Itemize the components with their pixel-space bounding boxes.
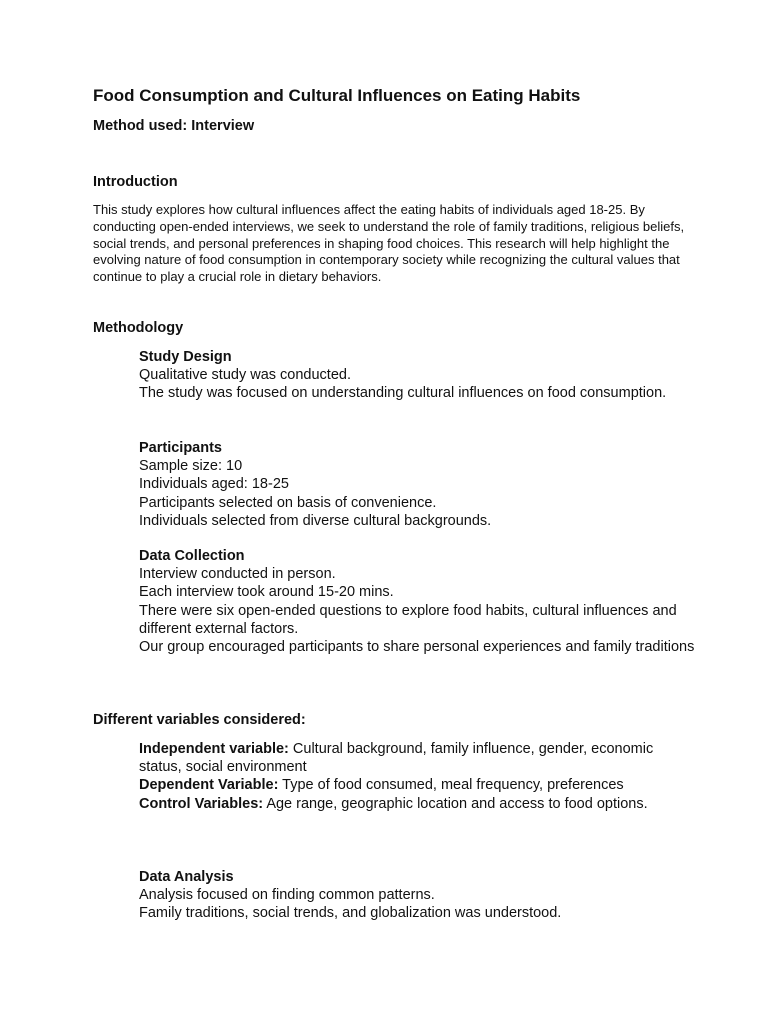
- participants-heading: Participants: [139, 440, 222, 456]
- participants-line: Individuals selected from diverse cultural backgrounds.: [139, 512, 492, 529]
- variable-label: Dependent Variable:: [139, 777, 279, 794]
- variable-item: [139, 776, 699, 794]
- introduction-heading: Introduction: [93, 174, 178, 190]
- variables-heading: Different variables considered:: [93, 712, 306, 728]
- data-collection-line: Our group encouraged participants to share personal experiences and family traditions: [139, 639, 695, 656]
- study-design-line: The study was focused on understanding cultural influences on food consumption.: [139, 385, 667, 402]
- study-design-heading: Study Design: [139, 349, 232, 365]
- study-design-line: Qualitative study was conducted.: [139, 367, 351, 384]
- variables-section: [139, 740, 699, 813]
- variable-text: Cultural background, family influence, gender, economic status, social environment: [139, 741, 654, 776]
- method-line: Method used: Interview: [93, 118, 255, 134]
- data-collection-line: Interview conducted in person.: [139, 566, 336, 583]
- data-collection-heading: Data Collection: [139, 548, 245, 564]
- participants-line: Individuals aged: 18-25: [139, 476, 289, 493]
- introduction-text: This study explores how cultural influences affect the eating habits of individuals aged 18-25. By conducting open-ended interviews, we seek to understand the role of family traditions, religious beliefs, social trends, and personal preferences in shaping food choices. This research will help highlight the evolving nature of food consumption in contemporary society while recognizing the cultural values that continue to play a crucial role in dietary behaviors.: [93, 202, 685, 285]
- variable-item: [139, 795, 699, 813]
- participants-line: Sample size: 10: [139, 458, 243, 475]
- participants-section: [139, 439, 699, 530]
- variable-item: [139, 740, 699, 776]
- data-analysis-section: [139, 868, 699, 923]
- data-collection-line: There were six open-ended questions to explore food habits, cultural influences and different external factors.: [139, 602, 677, 637]
- methodology-heading: Methodology: [93, 320, 184, 336]
- variable-text: Type of food consumed, meal frequency, preferences: [278, 777, 624, 794]
- variable-text: Age range, geographic location and access to food options.: [263, 795, 648, 812]
- data-analysis-line: Analysis focused on finding common patterns.: [139, 887, 435, 904]
- document-title: Food Consumption and Cultural Influences on Eating Habits: [93, 86, 581, 105]
- variable-label: Control Variables:: [139, 795, 264, 812]
- data-analysis-heading: Data Analysis: [139, 869, 234, 885]
- study-design-section: [139, 348, 699, 403]
- participants-line: Participants selected on basis of convenience.: [139, 494, 437, 511]
- variable-label: Independent variable:: [139, 741, 289, 757]
- data-collection-section: [139, 547, 699, 656]
- data-collection-line: Each interview took around 15-20 mins.: [139, 584, 394, 601]
- data-analysis-line: Family traditions, social trends, and globalization was understood.: [139, 905, 562, 922]
